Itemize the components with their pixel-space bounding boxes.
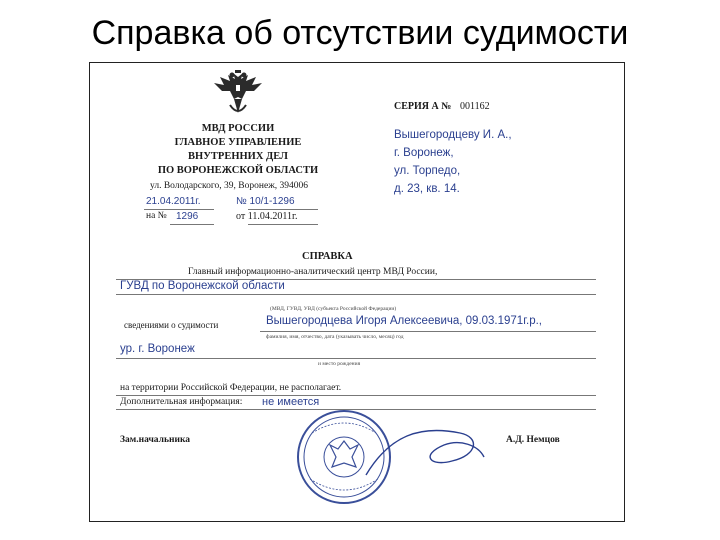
reference-label: на № xyxy=(146,211,167,221)
org-name-line-4: ПО ВОРОНЕЖСКОЙ ОБЛАСТИ xyxy=(157,165,319,176)
slide-title: Справка об отсутствии судимости xyxy=(91,14,629,52)
territory-statement: на территории Российской Федерации, не располагает. xyxy=(120,383,342,393)
caption-authority: (МВД, ГУВД, УВД (субъекта Российской Федерации) xyxy=(270,306,397,312)
double-headed-eagle-emblem-icon xyxy=(210,69,266,119)
reference-date: от 11.04.2011г. xyxy=(236,211,298,222)
guvd-name: ГУВД по Воронежской области xyxy=(120,280,285,292)
extra-info-label: Дополнительная информация: xyxy=(120,397,243,407)
series-number: 001162 xyxy=(460,101,490,112)
center-line: Главный информационно-аналитический центр МВД России, xyxy=(188,267,438,277)
org-name-line-2: ГЛАВНОЕ УПРАВЛЕНИЕ xyxy=(174,137,302,148)
reference-number: 1296 xyxy=(176,211,199,222)
signatory-name: А.Д. Немцов xyxy=(506,435,560,445)
recipient-line-2: г. Воронеж, xyxy=(394,147,454,159)
person-name: Вышегородцева Игоря Алексеевича, 09.03.1971г.р., xyxy=(266,315,542,327)
extra-info-value: не имеется xyxy=(262,396,320,408)
signatory-title: Зам.начальника xyxy=(120,435,191,445)
caption-birthplace: и место рождения xyxy=(318,361,361,367)
recipient-line-4: д. 23, кв. 14. xyxy=(394,183,460,195)
caption-person: фамилия, имя, отчество, дата (указывать число, месяц) год xyxy=(266,334,404,340)
recipient-line-1: Вышегородцеву И. А., xyxy=(394,129,512,141)
signature-scribble xyxy=(360,415,490,485)
org-name-line-1: МВД РОССИИ xyxy=(201,123,275,134)
records-label: сведениями о судимости xyxy=(124,320,219,330)
org-address: ул. Володарского, 39, Воронеж, 394006 xyxy=(150,181,309,191)
outgoing-number: № 10/1-1296 xyxy=(236,196,295,207)
series-label: СЕРИЯ А № xyxy=(394,101,452,112)
outgoing-date: 21.04.2011г. xyxy=(146,196,201,207)
recipient-line-3: ул. Торпедо, xyxy=(394,165,461,177)
document-heading: СПРАВКА xyxy=(302,251,353,262)
birthplace: ур. г. Воронеж xyxy=(120,343,195,355)
org-name-line-3: ВНУТРЕННИХ ДЕЛ xyxy=(188,151,288,162)
certificate-document xyxy=(89,62,625,522)
